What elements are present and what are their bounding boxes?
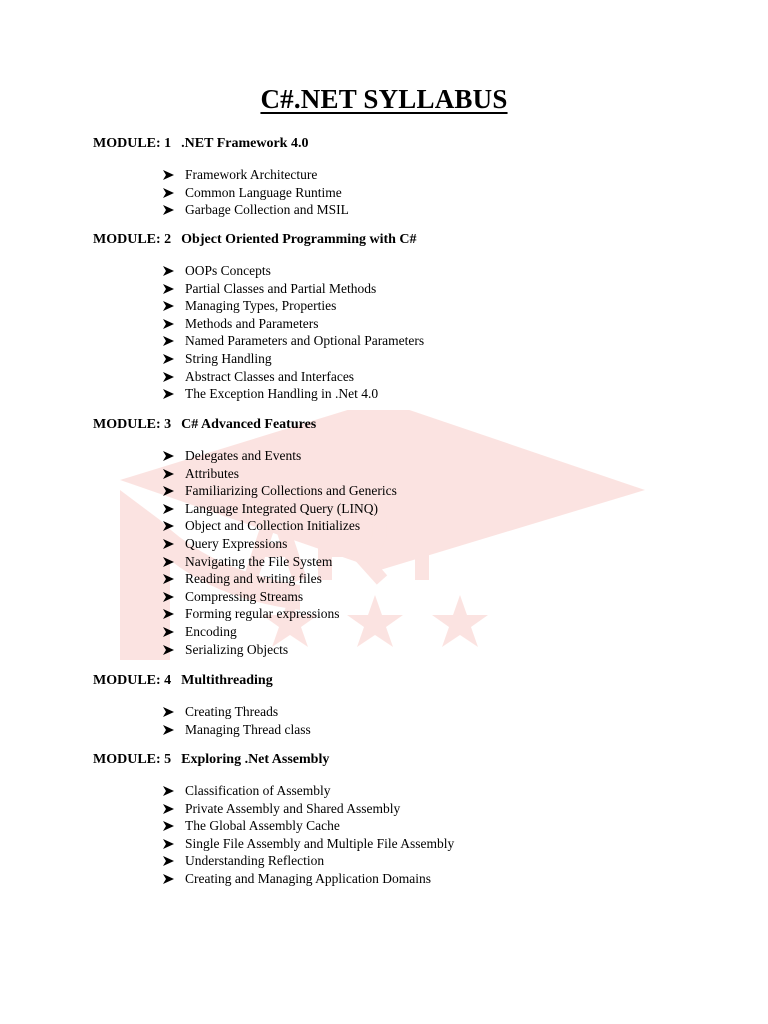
list-item [93,641,713,659]
arrowhead-bullet-icon [163,786,174,796]
arrowhead-bullet-icon [163,725,174,735]
topic-text: Compressing Streams [185,588,304,604]
arrowhead-bullet-icon [163,592,174,602]
list-item [93,782,713,800]
list-item [93,517,713,535]
topic-text: Single File Assembly and Multiple File Assembly [185,835,455,851]
module-3 [93,416,713,658]
arrowhead-bullet-icon [163,389,174,399]
list-item [93,570,713,588]
list-item [93,800,713,818]
module-heading [93,416,713,434]
module-name: .NET Framework 4.0 [181,136,309,151]
list-item [93,447,713,465]
module-4 [93,672,713,738]
list-item [93,852,713,870]
arrowhead-bullet-icon [163,574,174,584]
arrowhead-bullet-icon [163,354,174,364]
topic-text: Abstract Classes and Interfaces [185,368,355,384]
list-item [93,535,713,553]
arrowhead-bullet-icon [163,336,174,346]
topic-text: Serializing Objects [185,641,289,657]
list-item [93,368,713,386]
list-item [93,280,713,298]
module-label: MODULE: 4 [93,673,172,688]
module-label: MODULE: 5 [93,752,172,767]
arrowhead-bullet-icon [163,539,174,549]
list-item [93,500,713,518]
list-item [93,605,713,623]
arrowhead-bullet-icon [163,284,174,294]
list-item [93,201,713,219]
module-5 [93,751,713,888]
topic-text: Familiarizing Collections and Generics [185,483,397,499]
arrowhead-bullet-icon [163,557,174,567]
topic-text: Attributes [185,465,239,481]
module-label: MODULE: 3 [93,417,172,432]
topic-text: Language Integrated Query (LINQ) [185,500,379,516]
list-item [93,297,713,315]
topic-list [93,166,713,219]
list-item [93,553,713,571]
list-item [93,166,713,184]
list-item [93,262,713,280]
topic-list [93,782,713,888]
topic-text: Private Assembly and Shared Assembly [185,800,401,816]
topic-text: Common Language Runtime [185,184,342,200]
list-item [93,465,713,483]
topic-text: Classification of Assembly [185,783,331,798]
module-2 [93,231,713,403]
topic-text: Forming regular expressions [185,606,340,622]
document-title: C#.NET SYLLABUS [260,84,508,114]
list-item [93,332,713,350]
arrowhead-bullet-icon [163,486,174,496]
module-name: Multithreading [181,673,273,688]
module-label: MODULE: 1 [93,136,172,151]
list-item [93,835,713,853]
arrowhead-bullet-icon [163,504,174,514]
arrowhead-bullet-icon [163,372,174,382]
arrowhead-bullet-icon [163,301,174,311]
arrowhead-bullet-icon [163,707,174,717]
topic-text: The Exception Handling in .Net 4.0 [185,386,379,402]
list-item [93,817,713,835]
topic-text: Encoding [185,623,237,639]
topic-text: Object and Collection Initializes [185,518,361,534]
list-item [93,588,713,606]
arrowhead-bullet-icon [163,821,174,831]
arrowhead-bullet-icon [163,839,174,849]
module-heading [93,751,713,769]
arrowhead-bullet-icon [163,874,174,884]
topic-text: Garbage Collection and MSIL [185,202,349,218]
topic-text: Creating and Managing Application Domains [185,870,431,886]
arrowhead-bullet-icon [163,188,174,198]
module-name: C# Advanced Features [181,417,317,432]
arrowhead-bullet-icon [163,266,174,276]
topic-text: The Global Assembly Cache [185,818,340,834]
list-item [93,870,713,888]
module-name: Exploring .Net Assembly [181,752,330,767]
topic-text: Reading and writing files [185,571,322,587]
arrowhead-bullet-icon [163,451,174,461]
list-item [93,184,713,202]
list-item [93,350,713,368]
topic-text: OOPs Concepts [185,263,271,278]
module-1 [93,135,713,219]
arrowhead-bullet-icon [163,205,174,215]
topic-text: Understanding Reflection [185,853,325,869]
topic-text: Query Expressions [185,535,288,551]
arrowhead-bullet-icon [163,469,174,479]
list-item [93,385,713,403]
module-heading [93,672,713,690]
topic-text: String Handling [185,350,272,366]
topic-text: Named Parameters and Optional Parameters [185,333,425,349]
topic-text: Methods and Parameters [185,315,319,331]
arrowhead-bullet-icon [163,645,174,655]
topic-list [93,262,713,403]
arrowhead-bullet-icon [163,804,174,814]
topic-text: Navigating the File System [185,553,333,569]
topic-list [93,703,713,738]
list-item [93,721,713,739]
arrowhead-bullet-icon [163,627,174,637]
arrowhead-bullet-icon [163,609,174,619]
topic-text: Partial Classes and Partial Methods [185,280,377,296]
topic-text: Managing Thread class [185,721,311,737]
arrowhead-bullet-icon [163,856,174,866]
list-item [93,623,713,641]
arrowhead-bullet-icon [163,521,174,531]
module-name: Object Oriented Programming with C# [181,232,417,247]
module-heading [93,231,713,249]
topic-text: Delegates and Events [185,448,302,463]
topic-list [93,447,713,658]
list-item [93,482,713,500]
module-label: MODULE: 2 [93,232,172,247]
list-item [93,315,713,333]
arrowhead-bullet-icon [163,170,174,180]
topic-text: Creating Threads [185,704,279,719]
topic-text: Framework Architecture [185,167,318,182]
topic-text: Managing Types, Properties [185,298,337,314]
module-heading [93,135,713,153]
arrowhead-bullet-icon [163,319,174,329]
list-item [93,703,713,721]
